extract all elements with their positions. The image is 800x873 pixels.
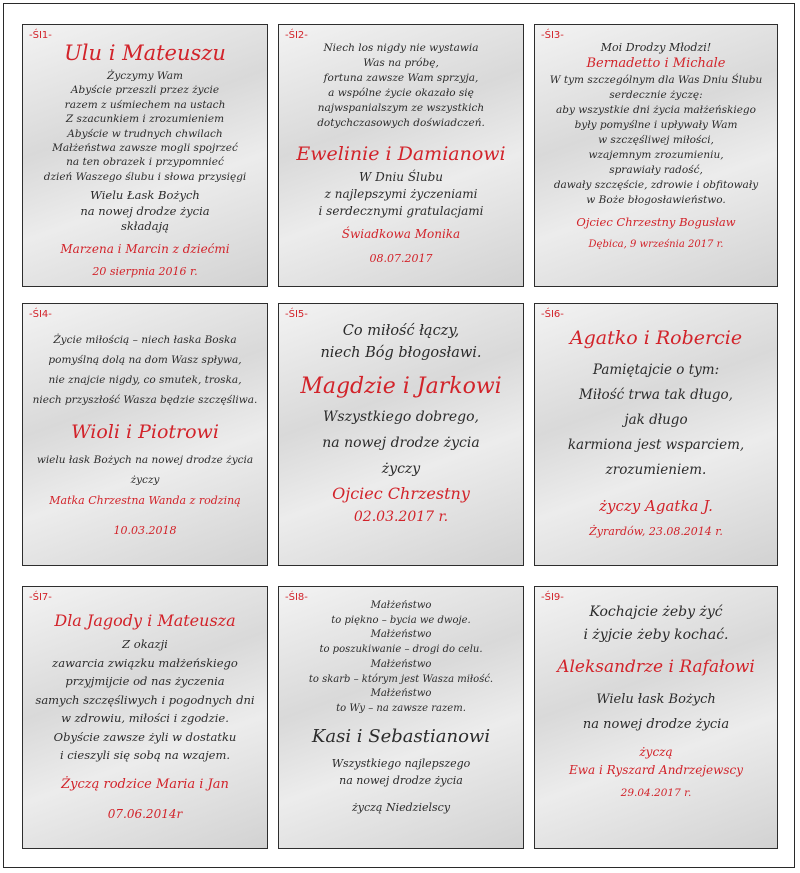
plaque-si2 bbox=[278, 24, 524, 287]
plaque-code: -ŚI6- bbox=[541, 309, 564, 320]
plaque-si7 bbox=[22, 586, 268, 849]
wish-line: Abyście przeszli przez życie bbox=[70, 84, 220, 97]
wish-line: W Dniu Ślubu bbox=[358, 170, 444, 184]
plaque-code: -ŚI1- bbox=[29, 30, 52, 41]
wish-line: Abyście w trudnych chwilach bbox=[67, 127, 223, 140]
intro-line: Kochajcie żeby żyć bbox=[589, 604, 723, 620]
wishes-text bbox=[29, 450, 261, 490]
wish-line: z najlepszymi życzeniami bbox=[324, 187, 478, 201]
intro-line: Małżeństwo bbox=[370, 600, 432, 611]
wish-line: Życzymy Wam bbox=[107, 70, 183, 82]
intro-line: najwspanialszym ze wszystkich bbox=[317, 102, 485, 114]
plaque-code: -ŚI3- bbox=[541, 30, 564, 41]
signature-verb: życzą bbox=[639, 745, 673, 759]
wishes-text bbox=[29, 69, 261, 184]
wish-line: Pamiętajcie o tym: bbox=[592, 362, 720, 378]
date: 02.03.2017 r. bbox=[353, 509, 449, 525]
wish-line: razem z uśmiechem na ustach bbox=[64, 98, 226, 111]
wishes-text bbox=[541, 687, 771, 737]
intro-line: i żyjcie żeby kochać. bbox=[583, 627, 729, 643]
wishes-text bbox=[29, 635, 261, 765]
plaque-si9 bbox=[534, 586, 778, 849]
plaque-code: -ŚI8- bbox=[285, 592, 308, 603]
wish-line: w Boże błogosławieństwo. bbox=[586, 194, 726, 206]
wish-line: Małżeństwa zawsze mogli spojrzeć bbox=[52, 142, 238, 155]
date: 29.04.2017 r. bbox=[620, 787, 692, 799]
wish-line: na ten obrazek i przypomnieć bbox=[66, 156, 224, 169]
wish-line: życzy bbox=[130, 474, 160, 486]
intro-text bbox=[285, 320, 517, 364]
intro-line: dotychczasowych doświadczeń. bbox=[317, 117, 485, 129]
intro-line: to piękno – bycia we dwoje. bbox=[331, 614, 471, 626]
intro-text bbox=[29, 330, 261, 410]
date: 08.07.2017 bbox=[369, 252, 433, 265]
plaque-si8 bbox=[278, 586, 524, 849]
wish-line: i serdecznymi gratulacjami bbox=[318, 204, 484, 218]
wish-line: Wszystkiego dobrego, bbox=[323, 409, 479, 425]
intro-line: Niech los nigdy nie wystawia bbox=[323, 42, 479, 54]
plaque-code: -ŚI4- bbox=[29, 309, 52, 320]
signature: Marzena i Marcin z dziećmi bbox=[60, 241, 230, 256]
wish-line: dzień Waszego ślubu i słowa przysięgi bbox=[43, 170, 247, 183]
intro-line: niech przyszłość Wasza będzie szczęśliwa. bbox=[32, 394, 258, 406]
signature: Ojciec Chrzestny bbox=[332, 484, 470, 503]
wish-line: Miłość trwa tak długo, bbox=[579, 387, 733, 403]
plaque-code: -ŚI2- bbox=[285, 30, 308, 41]
recipient-names: Aleksandrze i Rafałowi bbox=[557, 657, 755, 677]
wish-line: Z szacunkiem i zrozumieniem bbox=[65, 113, 225, 126]
wish-line: w zdrowiu, miłości i zgodzie. bbox=[61, 711, 229, 725]
wish-line: na nowej drodze życia bbox=[80, 203, 210, 218]
intro-line: a wspólne życie okazało się bbox=[328, 87, 474, 99]
wish-line: zrozumieniem. bbox=[605, 462, 707, 478]
wish-line: aby wszystkie dni życia małżeńskiego bbox=[556, 104, 756, 116]
wish-line: jak długo bbox=[624, 412, 688, 428]
signature: Świadkowa Monika bbox=[341, 227, 461, 241]
wish-line: Obyście zawsze żyli w dostatku bbox=[53, 729, 237, 744]
wish-line: zawarcia związku małżeńskiego bbox=[52, 655, 238, 670]
signature: Życzą rodzice Maria i Jan bbox=[61, 776, 229, 792]
wishes-text bbox=[285, 169, 517, 220]
date: 07.06.2014r bbox=[107, 806, 183, 821]
plaque-code: -ŚI7- bbox=[29, 592, 52, 603]
recipient-names: Ulu i Mateuszu bbox=[64, 41, 226, 65]
wishes-text bbox=[285, 404, 517, 482]
intro-text bbox=[285, 41, 517, 131]
recipient-names: Agatko i Robercie bbox=[569, 327, 743, 349]
wish-line: były pomyślne i upływały Wam bbox=[574, 119, 738, 131]
signature: życzą Niedzielscy bbox=[351, 800, 451, 814]
intro-line: fortuna zawsze Wam sprzyja, bbox=[323, 72, 479, 84]
wish-line: przyjmijcie od nas życzenia bbox=[65, 674, 225, 688]
wish-line: i cieszyli się sobą na wzajem. bbox=[59, 748, 231, 762]
blessing-text bbox=[29, 188, 261, 235]
wish-line: W tym szczególnym dla Was Dniu Ślubu bbox=[549, 74, 763, 86]
recipient-names: Wioli i Piotrowi bbox=[71, 421, 219, 443]
intro-line: to Wy – na zawsze razem. bbox=[336, 702, 466, 714]
intro-line: Małżeństwo bbox=[370, 629, 432, 641]
wishes-text bbox=[285, 755, 517, 789]
recipient-names: Bernadetto i Michale bbox=[586, 56, 726, 71]
recipient-names: Dla Jagody i Mateusza bbox=[54, 611, 236, 630]
wishes-text bbox=[541, 358, 771, 483]
intro-line: Małżeństwo bbox=[370, 688, 432, 700]
plaque-si6 bbox=[534, 303, 778, 566]
plaque-si1 bbox=[22, 24, 268, 287]
intro-line: nie znajcie nigdy, co smutek, troska, bbox=[48, 374, 242, 386]
wish-line: serdecznie życzę: bbox=[609, 89, 703, 101]
date: Żyrardów, 23.08.2014 r. bbox=[589, 525, 723, 538]
recipient-names: Kasi i Sebastianowi bbox=[311, 725, 491, 747]
date: 20 sierpnia 2016 r. bbox=[92, 264, 198, 278]
intro-line: pomyślną dolą na dom Wasz spływa, bbox=[48, 354, 242, 366]
plaque-code: -ŚI9- bbox=[541, 592, 564, 603]
intro-line: Co miłość łączy, bbox=[342, 323, 460, 339]
wish-line: na nowej drodze życia bbox=[339, 773, 463, 787]
wish-line: sprawiały radość, bbox=[609, 164, 703, 176]
plaque-code: -ŚI5- bbox=[285, 309, 308, 320]
wish-line: Wielu Łask Bożych bbox=[90, 188, 200, 203]
signature: życzy Agatka J. bbox=[599, 497, 713, 515]
intro-line: Moi Drodzy Młodzi! bbox=[600, 41, 712, 54]
intro-line: Was na próbę, bbox=[363, 57, 439, 69]
wishes-text bbox=[541, 73, 771, 208]
intro-text bbox=[541, 601, 771, 647]
recipient-names: Ewelinie i Damianowi bbox=[296, 143, 506, 165]
intro-line: Małżeństwo bbox=[370, 658, 432, 670]
intro-line: to skarb – którym jest Wasza miłość. bbox=[308, 673, 494, 685]
signature: Matka Chrzestna Wanda z rodziną bbox=[49, 494, 241, 507]
plaque-si4 bbox=[22, 303, 268, 566]
signature: Ewa i Ryszard Andrzejewscy bbox=[568, 763, 744, 777]
wish-line: w szczęśliwej miłości, bbox=[598, 134, 714, 146]
wish-line: dawały szczęście, zdrowie i obfitowały bbox=[553, 179, 759, 191]
wish-line: samych szczęśliwych i pogodnych dni bbox=[35, 692, 255, 707]
intro-text bbox=[285, 599, 517, 717]
wish-line: Z okazji bbox=[122, 637, 168, 651]
intro-line: niech Bóg błogosławi. bbox=[320, 345, 482, 361]
wish-line: życzy bbox=[381, 461, 421, 477]
recipient-names: Magdzie i Jarkowi bbox=[300, 374, 502, 399]
plaque-si5 bbox=[278, 303, 524, 566]
wish-line: na nowej drodze życia bbox=[582, 717, 730, 732]
wish-line: na nowej drodze życia bbox=[322, 435, 480, 451]
signature: Ojciec Chrzestny Bogusław bbox=[576, 215, 736, 229]
date: 10.03.2018 bbox=[113, 524, 177, 537]
wish-line: wzajemnym zrozumieniu, bbox=[588, 149, 724, 161]
date: Dębica, 9 września 2017 r. bbox=[588, 239, 724, 250]
wish-line: karmiona jest wsparciem, bbox=[567, 437, 745, 453]
wish-line: Wszystkiego najlepszego bbox=[331, 756, 471, 770]
wish-line: składają bbox=[120, 219, 170, 234]
intro-line: Życie miłością – niech łaska Boska bbox=[53, 334, 237, 346]
wish-line: wielu łask Bożych na nowej drodze życia bbox=[36, 454, 254, 466]
wish-line: Wielu łask Bożych bbox=[596, 692, 716, 707]
plaque-si3 bbox=[534, 24, 778, 287]
intro-line: to poszukiwanie – drogi do celu. bbox=[319, 644, 483, 656]
